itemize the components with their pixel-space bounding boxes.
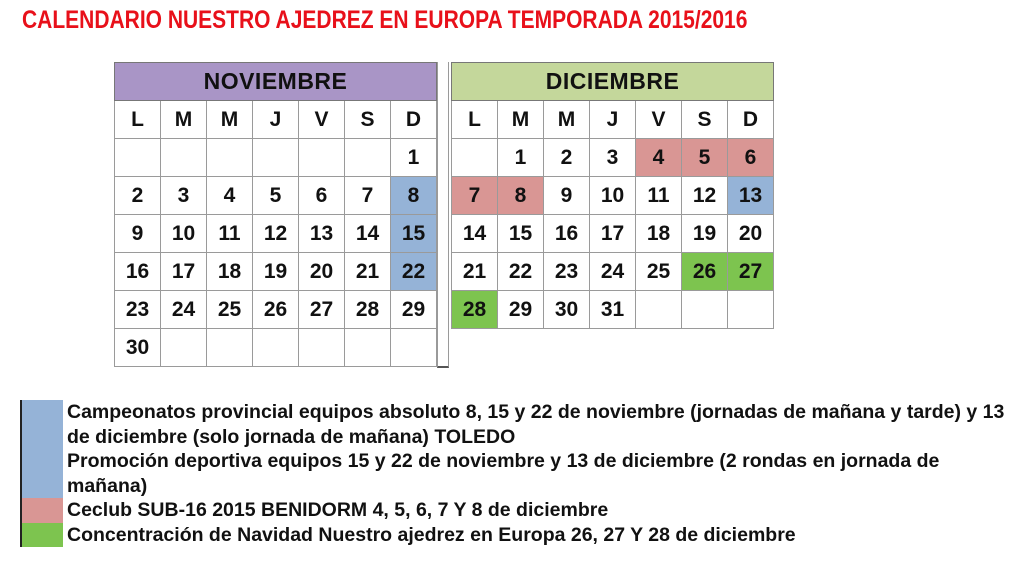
day-cell: 12 [253,215,299,253]
day-cell: 28 [452,291,498,329]
day-cell: 23 [115,291,161,329]
day-cell: 14 [452,215,498,253]
day-cell: 3 [590,139,636,177]
day-cell: 31 [590,291,636,329]
legend-swatch [20,523,63,548]
day-cell: 28 [345,291,391,329]
legend-line: Ceclub SUB-16 2015 BENIDORM 4, 5, 6, 7 Y 8 de diciembre [67,499,609,521]
day-cell: 18 [207,253,253,291]
page-title: CALENDARIO NUESTRO AJEDREZ EN EUROPA TEMPORADA 2015/2016 [22,6,748,34]
day-cell: 7 [345,177,391,215]
day-cell: 20 [299,253,345,291]
weekday-header: S [682,101,728,139]
empty-day-cell [161,139,207,177]
weekday-header: M [498,101,544,139]
legend-swatch [20,498,63,523]
legend-item-blue [20,400,1020,498]
day-cell: 24 [161,291,207,329]
weekday-header: D [728,101,774,139]
day-cell: 9 [115,215,161,253]
day-cell: 22 [391,253,437,291]
empty-day-cell [636,291,682,329]
empty-day-cell [207,329,253,367]
legend-line: Concentración de Navidad Nuestro ajedrez en Europa 26, 27 Y 28 de diciembre [67,523,796,546]
day-cell: 8 [391,177,437,215]
day-cell: 17 [161,253,207,291]
day-cell: 8 [498,177,544,215]
legend-line: Promoción deportiva equipos 15 y 22 de noviembre y 13 de diciembre (2 rondas en jornada de mañana) [67,450,940,497]
weekday-header: L [115,101,161,139]
day-cell: 3 [161,177,207,215]
day-cell: 18 [636,215,682,253]
day-cell: 26 [253,291,299,329]
week-row [115,291,437,329]
weekday-header: V [299,101,345,139]
empty-day-cell [299,139,345,177]
day-cell: 11 [207,215,253,253]
empty-day-cell [682,291,728,329]
day-cell: 5 [253,177,299,215]
day-cell: 4 [207,177,253,215]
empty-day-cell [345,329,391,367]
day-cell: 11 [636,177,682,215]
day-cell: 27 [299,291,345,329]
calendar-separator [437,62,449,368]
week-row [452,215,774,253]
day-cell: 25 [636,253,682,291]
weekday-header: M [207,101,253,139]
weekday-header: M [161,101,207,139]
legend-text [67,400,1020,498]
day-cell: 19 [682,215,728,253]
week-row [115,253,437,291]
day-cell: 2 [115,177,161,215]
weekday-header: J [590,101,636,139]
month-header: DICIEMBRE [452,63,774,101]
empty-day-cell [452,139,498,177]
empty-day-cell [299,329,345,367]
day-cell: 30 [544,291,590,329]
legend-item-red [20,498,1020,523]
day-cell: 30 [115,329,161,367]
weekday-header: J [253,101,299,139]
day-cell: 23 [544,253,590,291]
day-cell: 4 [636,139,682,177]
week-row [115,139,437,177]
day-cell: 16 [115,253,161,291]
day-cell: 29 [498,291,544,329]
day-cell: 13 [299,215,345,253]
empty-day-cell [391,329,437,367]
day-cell: 15 [391,215,437,253]
empty-day-cell [253,329,299,367]
empty-day-cell [207,139,253,177]
day-cell: 6 [728,139,774,177]
day-cell: 24 [590,253,636,291]
week-row [452,177,774,215]
day-cell: 19 [253,253,299,291]
day-cell: 17 [590,215,636,253]
empty-day-cell [161,329,207,367]
week-row [115,215,437,253]
month-header: NOVIEMBRE [115,63,437,101]
calendar-diciembre [451,62,774,329]
empty-day-cell [253,139,299,177]
day-cell: 9 [544,177,590,215]
day-cell: 14 [345,215,391,253]
legend [20,400,1020,547]
week-row [452,253,774,291]
legend-text [67,498,608,523]
empty-day-cell [345,139,391,177]
week-row [115,177,437,215]
day-cell: 26 [682,253,728,291]
legend-text [67,523,796,548]
day-cell: 15 [498,215,544,253]
day-cell: 2 [544,139,590,177]
day-cell: 10 [161,215,207,253]
weekday-header: L [452,101,498,139]
week-row [452,139,774,177]
day-cell: 21 [345,253,391,291]
day-cell: 25 [207,291,253,329]
day-cell: 5 [682,139,728,177]
day-cell: 12 [682,177,728,215]
week-row [452,291,774,329]
weekday-header: V [636,101,682,139]
weekday-header: M [544,101,590,139]
legend-item-green [20,523,1020,548]
day-cell: 16 [544,215,590,253]
legend-swatch [20,400,63,498]
day-cell: 27 [728,253,774,291]
calendar-noviembre [114,62,437,367]
week-row [115,329,437,367]
day-cell: 22 [498,253,544,291]
day-cell: 21 [452,253,498,291]
legend-line: Campeonatos provincial equipos absoluto 8, 15 y 22 de noviembre (jornadas de mañana y tarde) y 13 de diciembre (solo jornada de mañana) TOLEDO [67,401,1005,448]
day-cell: 10 [590,177,636,215]
empty-day-cell [115,139,161,177]
day-cell: 29 [391,291,437,329]
weekday-header: S [345,101,391,139]
day-cell: 20 [728,215,774,253]
day-cell: 1 [498,139,544,177]
day-cell: 6 [299,177,345,215]
day-cell: 7 [452,177,498,215]
day-cell: 13 [728,177,774,215]
weekday-header: D [391,101,437,139]
empty-day-cell [728,291,774,329]
day-cell: 1 [391,139,437,177]
